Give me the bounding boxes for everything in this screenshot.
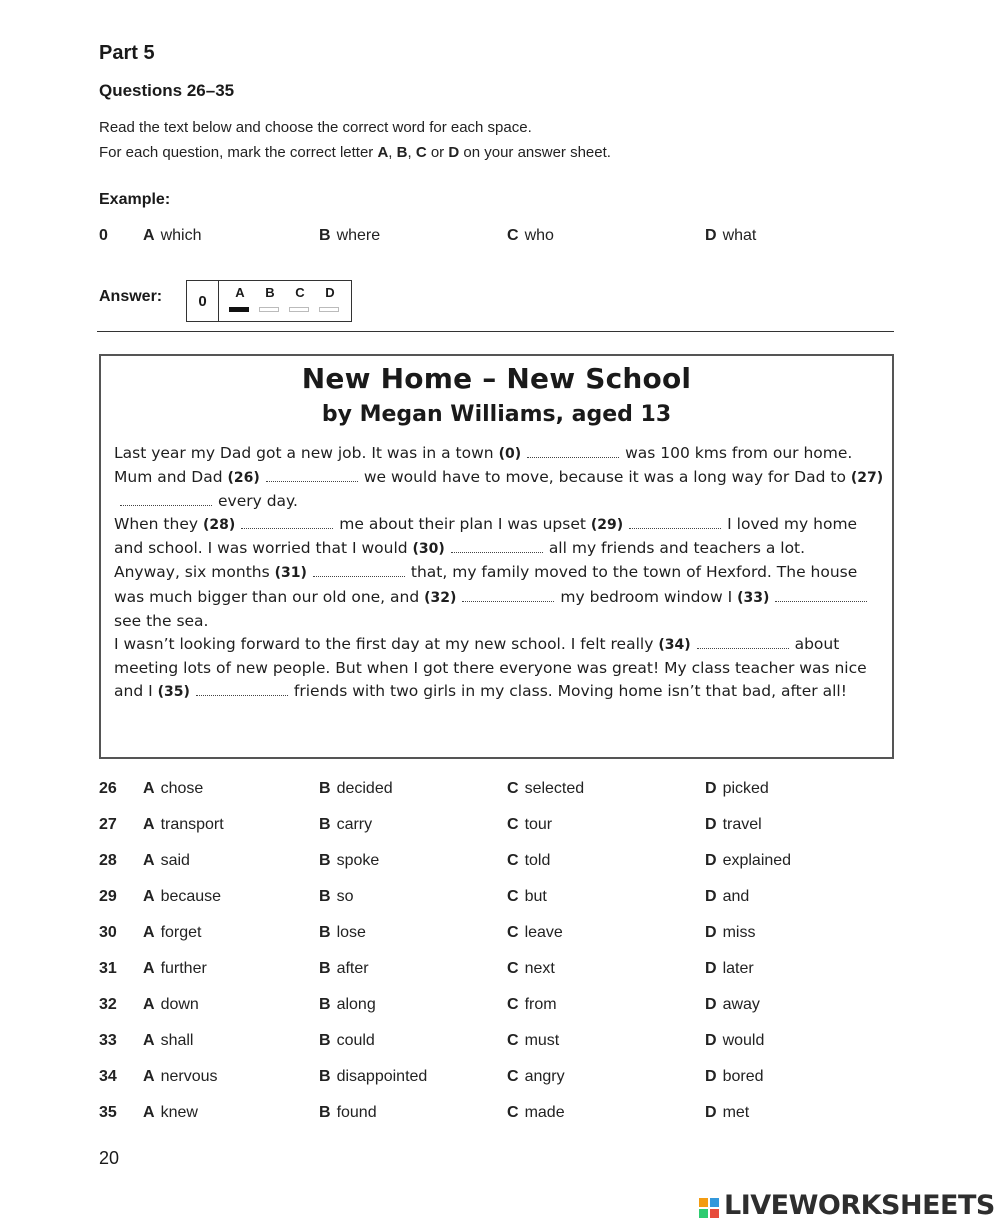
option-d[interactable]: D would <box>705 1032 765 1049</box>
option-c[interactable]: C next <box>507 960 555 977</box>
answer-label: Answer: <box>99 288 163 305</box>
option-a[interactable]: A because <box>143 888 222 905</box>
answer-number: 0 <box>187 281 219 321</box>
option-b[interactable]: B carry <box>319 816 373 833</box>
option-b[interactable]: B lose <box>319 924 366 941</box>
option-c[interactable]: C must <box>507 1032 560 1049</box>
gap-26[interactable] <box>266 471 358 482</box>
example-option-a: A which <box>143 227 202 244</box>
option-a[interactable]: A nervous <box>143 1068 218 1085</box>
option-a[interactable]: A shall <box>143 1032 194 1049</box>
answer-mark-a <box>229 307 249 312</box>
question-row <box>99 780 899 802</box>
option-d[interactable]: D explained <box>705 852 792 869</box>
example-label: Example: <box>99 191 171 208</box>
option-c[interactable]: C tour <box>507 816 553 833</box>
question-number: 31 <box>99 960 117 977</box>
question-number: 30 <box>99 924 117 941</box>
question-row <box>99 960 899 982</box>
example-number: 0 <box>99 227 108 244</box>
answer-mark-b <box>259 307 279 312</box>
brand-logo-text[interactable]: LIVEWORKSHEETS <box>724 1190 995 1221</box>
question-row <box>99 1068 899 1090</box>
answer-sample-box <box>186 280 352 322</box>
option-c[interactable]: C selected <box>507 780 585 797</box>
gap-29[interactable] <box>629 518 721 529</box>
option-d[interactable]: D met <box>705 1104 750 1121</box>
option-d[interactable]: D and <box>705 888 750 905</box>
instruction-line-2: For each question, mark the correct letter A, B, C or D on your answer sheet. <box>99 144 611 161</box>
option-a[interactable]: A down <box>143 996 199 1013</box>
option-a[interactable]: A knew <box>143 1104 198 1121</box>
story-paragraph-3: Anyway, six months (31) that, my family moved to the town of Hexford. The house was much bigger than our old one, and (32) my bedroom window I (33)see the sea. <box>114 561 884 632</box>
example-option-c: C who <box>507 227 554 244</box>
page-number: 20 <box>99 1148 120 1168</box>
example-option-b: B where <box>319 227 381 244</box>
option-b[interactable]: B disappointed <box>319 1068 428 1085</box>
option-a[interactable]: A transport <box>143 816 224 833</box>
part-title: Part 5 <box>99 42 155 64</box>
answer-mark-c <box>289 307 309 312</box>
gap-33[interactable] <box>775 591 867 602</box>
option-c[interactable]: C from <box>507 996 557 1013</box>
option-b[interactable]: B after <box>319 960 369 977</box>
option-a[interactable]: A chose <box>143 780 204 797</box>
gap-31[interactable] <box>313 566 405 577</box>
option-d[interactable]: D away <box>705 996 760 1013</box>
story-paragraph-4: I wasn’t looking forward to the first day at my new school. I felt really (34) about meeting lots of new people. But when I got there everyone was great! My class teacher was nice and I (35) friends with two girls in my class. Moving home isn’t that bad, after all! <box>114 634 867 700</box>
question-row <box>99 996 899 1018</box>
answer-mark-d <box>319 307 339 312</box>
option-c[interactable]: C angry <box>507 1068 565 1085</box>
option-c[interactable]: C told <box>507 852 551 869</box>
story-byline: by Megan Williams, aged 13 <box>321 402 672 427</box>
option-a[interactable]: A said <box>143 852 190 869</box>
question-number: 35 <box>99 1104 117 1121</box>
gap-32[interactable] <box>462 591 554 602</box>
story-paragraph-1: Last year my Dad got a new job. It was in a town (0) was 100 kms from our home. Mum and Dad (26) we would have to move, because it was a long way for Dad to (27)every day. <box>114 444 884 511</box>
gap-35[interactable] <box>196 685 288 696</box>
question-number: 32 <box>99 996 117 1013</box>
option-b[interactable]: B spoke <box>319 852 380 869</box>
option-d[interactable]: D picked <box>705 780 769 797</box>
option-d[interactable]: D miss <box>705 924 756 941</box>
question-row <box>99 1104 899 1126</box>
question-row <box>99 852 899 874</box>
example-option-d: D what <box>705 227 757 244</box>
gap-28[interactable] <box>241 518 333 529</box>
option-a[interactable]: A forget <box>143 924 202 941</box>
question-number: 27 <box>99 816 117 833</box>
option-d[interactable]: D bored <box>705 1068 764 1085</box>
option-c[interactable]: C made <box>507 1104 565 1121</box>
gap-34[interactable] <box>697 638 789 649</box>
option-d[interactable]: D later <box>705 960 754 977</box>
option-b[interactable]: B found <box>319 1104 377 1121</box>
question-row <box>99 1032 899 1054</box>
liveworksheets-logo-icon <box>698 1196 720 1220</box>
gap-0 <box>527 447 619 458</box>
option-b[interactable]: B decided <box>319 780 393 797</box>
answer-letters: A B C D <box>235 285 335 300</box>
divider <box>97 331 894 332</box>
story-title: New Home – New School <box>301 362 692 395</box>
answer-marks <box>229 307 349 325</box>
option-c[interactable]: C leave <box>507 924 563 941</box>
question-row <box>99 888 899 910</box>
option-b[interactable]: B could <box>319 1032 375 1049</box>
gap-27[interactable] <box>120 495 212 506</box>
question-number: 28 <box>99 852 117 869</box>
story-paragraph-2: When they (28) me about their plan I was upset (29) I loved my home and school. I was worried that I would (30) all my friends and teachers a lot. <box>114 515 858 558</box>
option-b[interactable]: B so <box>319 888 354 905</box>
question-number: 26 <box>99 780 117 797</box>
questions-range: Questions 26–35 <box>99 81 235 100</box>
question-number: 34 <box>99 1068 117 1085</box>
gap-30[interactable] <box>451 542 543 553</box>
instruction-line-1: Read the text below and choose the correct word for each space. <box>99 119 532 136</box>
story-text <box>114 442 884 704</box>
option-b[interactable]: B along <box>319 996 376 1013</box>
question-row <box>99 924 899 946</box>
option-c[interactable]: C but <box>507 888 547 905</box>
option-a[interactable]: A further <box>143 960 207 977</box>
example-row <box>99 227 899 249</box>
option-d[interactable]: D travel <box>705 816 762 833</box>
question-row <box>99 816 899 838</box>
question-number: 29 <box>99 888 117 905</box>
question-number: 33 <box>99 1032 117 1049</box>
